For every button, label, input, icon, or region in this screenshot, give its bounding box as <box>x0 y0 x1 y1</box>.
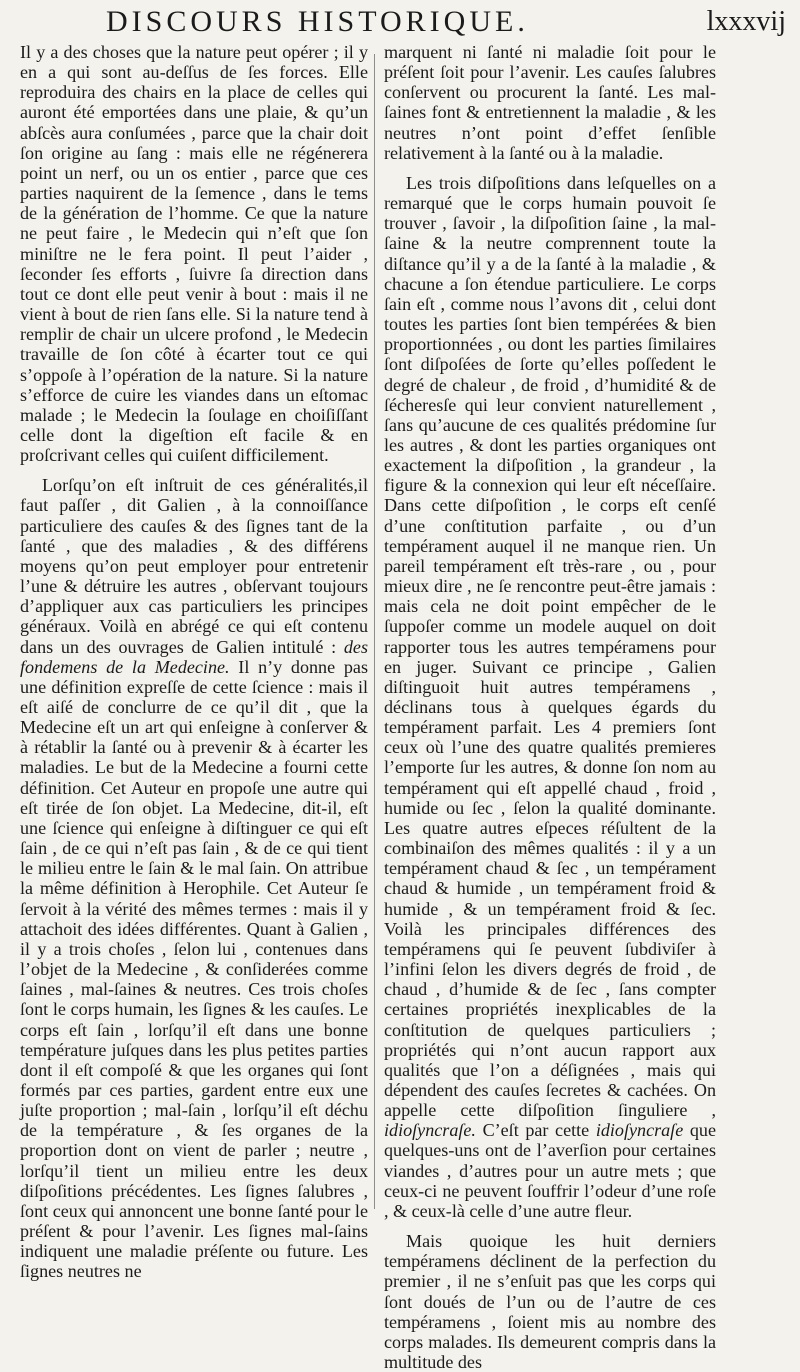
text-run: Les trois diſpoſitions dans leſquelles on a remarqué que le corps humain pouvoit ſe trouver , ſavoir , la diſpoſition ſaine , la mal-ſaine & la neutre comprennent toute la diſtance qu’il y a de la ſanté à la maladie , & chacune a ſon étendue particuliere. Le corps ſain eſt , comme nous l’avons dit , celui dont toutes les parties ſont bien tempérées & bien proportionnées , ou dont les parties ſimilaires ſont diſpoſées de ſorte qu’elles poſſedent le degré de chaleur , de froid , d’humidité & de ſécheresſe qui leur convient naturellement , ſans qu’aucune de ces qualités prédomine ſur les autres , & dont les parties organiques ont exactement la diſpoſition , la grandeur , la figure & la connexion qui leur eſt néceſſaire. Dans cette diſpoſition , le corps eſt cenſé d’une conſtitution parfaite , ou d’un tempérament auquel il ne manque rien. Un pareil tempérament eſt très-rare , ou , pour mieux dire , ne ſe rencontre peut-être jamais : mais cela ne doit point empêcher de le ſuppoſer comme un modele auquel on doit rapporter tous les autres tempéramens pour en juger. Suivant ce principe , Galien diſtinguoit huit autres tempéramens , déclinans tous à quelques égards du tempérament parfait. Les 4 premiers ſont ceux où l’une des quatre qualités premieres l’emporte ſur les autres, & donne ſon nom au tempérament qui eſt appellé chaud , froid , humide ou ſec , ſelon la qualité dominante. Les quatre autres eſpeces réſultent de la combinaiſon des mêmes qualités : il y a un tempérament chaud & ſec , un tempérament chaud & humide , un tempérament froid & humide , & un tempérament froid & ſec. Voilà les principales différences des tempéramens qui ſe peuvent ſubdiviſer à l’infini ſelon les divers degrés de froid , de chaud , d’humide & de ſec , ſans compter certaines propriétés inexplicables de la conſtitution de quelques particuliers ; propriétés qui n’ont aucun rapport aux qualités que l’on a déſignées , mais qui dépendent des cauſes ſecretes & cachées. On appelle cette diſpoſition ſinguliere , <box>384 172 716 1121</box>
left-column <box>20 42 368 1282</box>
running-title: DISCOURS HISTORIQUE. <box>106 5 529 38</box>
page-header <box>0 2 800 44</box>
text-run: Il n’y donne pas une définition expreſſe de cette ſcience : mais il eſt aiſé de conclurre de ce qu’il dit , que la Medecine eſt un art qui enſeigne à conſerver & à rétablir la ſanté ou à prevenir & à écarter les maladies. Le but de la Medecine a fourni cette définition. Cet Auteur en propoſe une autre qui eſt tirée de ſon objet. La Medecine, dit-il, eſt une ſcience qui enſeigne à diſtinguer ce qui eſt ſain , de ce qui n’eſt pas ſain , & de ce qui tient le milieu entre le ſain & le mal ſain. On attribue la même définition à Herophile. Cet Auteur ſe ſervoit à la vérité des mêmes termes : mais il y attachoit des idées différentes. Quant à Galien , il y a trois choſes , ſelon lui , contenues dans l’objet de la Medecine , & conſiderées comme ſaines , mal-ſaines & neutres. Ces trois choſes ſont le corps humain, les ſignes & les cauſes. Le corps eſt ſain , lorſqu’il eſt dans une bonne température juſques dans les plus petites parties dont il eſt compoſé & que les organes qui ſont formés par ces parties, gardent entre eux une juſte proportion ; mal-ſain , lorſqu’il eſt déchu de la température , & ſes organes de la proportion dont on vient de parler ; neutre , lorſqu’il tient un milieu entre les deux diſpoſitions précédentes. Les ſignes ſalubres , ſont ceux qui annoncent une bonne ſanté pour le préſent & pour l’avenir. Les ſignes mal-ſains indiquent une maladie préſente ou future. Les ſignes neutres ne <box>20 656 368 1282</box>
book-title: des fondemens de la Medecine. <box>20 636 368 677</box>
paragraph <box>384 173 716 1221</box>
text-run: Lorſqu’on eſt inſtruit de ces généralités,il faut paſſer , dit Galien , à la connoiſſance particuliere des cauſes & des ſignes tant de la ſanté , que des maladies , & des différens moyens qu’on peut employer pour entretenir l’une & détruire les autres , obſervant toujours d’appliquer aux cas particuliers les principes généraux. Voilà en abrégé ce qui eſt contenu dans un des ouvrages de Galien intitulé : <box>20 475 368 657</box>
paragraph: Mais quoique les huit derniers tempéramens déclinent de la perfection du premier , il ne s’enſuit pas que les corps qui ſont doués de l’un ou de l’autre de ces tempéramens , ſoient mis au nombre des corps malades. Ils demeurent compris dans la multitude des <box>384 1231 716 1372</box>
italic-term: idioſyncraſe <box>595 1120 684 1141</box>
text-run: C’eſt par cette <box>482 1120 590 1141</box>
italic-term: idioſyncraſe. <box>384 1120 476 1141</box>
page-number: lxxxvij <box>706 6 786 37</box>
paragraph: Il y a des choses que la nature peut opérer ; il y en a qui sont au-deſſus de ſes forces. Elle reproduira des chairs en la place de celles qui auront été emportées dans une plaie, & qu’un abſcès aura conſumées , parce que la chair doit ſon origine au ſang : mais elle ne régénerera point un nerf, ou un os entier , parce que ces parties naquirent de la ſemence , dans le tems de la génération de l’homme. Ce que la nature ne peut faire , le Medecin qui n’eſt que ſon miniſtre ne le fera point. Il peut l’aider , ſeconder ſes efforts , ſuivre ſa direction dans tout ce dont elle peut venir à bout : mais il ne vient à bout de rien ſans elle. Si la nature tend à remplir de chair un ulcere profond , le Medecin travaille de ſon côté à écarter tout ce qui s’oppoſe à l’opération de la nature. Si la nature s’efforce de cuire les viandes dans un eſtomac malade ; le Medecin la ſoulage en choiſiſſant celle dont la digeſtion eſt facile & en proſcrivant celles qui cuiſent difficilement. <box>20 42 368 466</box>
paragraph: marquent ni ſanté ni maladie ſoit pour le préſent ſoit pour l’avenir. Les cauſes ſalubres conſervent ou procurent la ſanté. Les mal-ſaines font & entretiennent la maladie , & les neutres n’ont point d’effet ſenſible relativement à la ſanté ou à la maladie. <box>384 42 716 163</box>
paragraph <box>20 475 368 1281</box>
column-divider <box>374 54 375 1209</box>
right-column <box>384 42 716 1372</box>
text-run: que quelques-uns ont de l’averſion pour certaines viandes , d’autres pour un autre mets ; que ceux-ci ne peuvent ſouffrir l’odeur d’une roſe , & ceux-là celle d’une autre fleur. <box>384 1120 716 1221</box>
